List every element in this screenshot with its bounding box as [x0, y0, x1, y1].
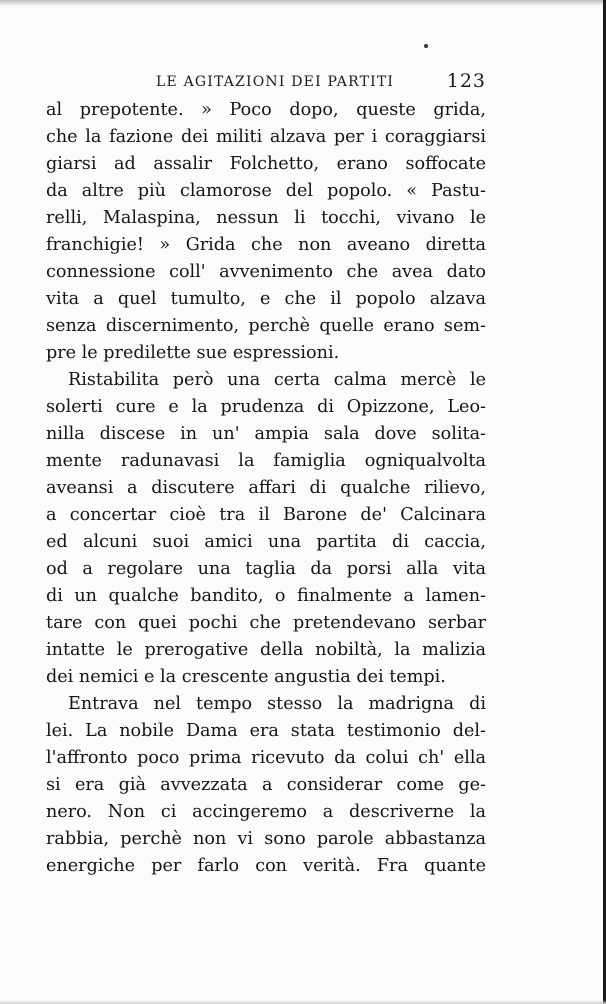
text-line: vita a quel tumulto, e che il popolo alzava [46, 289, 486, 309]
text-line: nero. Non ci accingeremo a descriverne la [46, 802, 486, 822]
text-line: solerti cure e la prudenza di Opizzone, Leo- [46, 397, 486, 417]
body-text [46, 97, 486, 880]
page-header [46, 58, 486, 98]
ink-speck [424, 44, 428, 48]
text-line: pre le predilette sue espressioni. [46, 343, 340, 363]
text-line: relli, Malaspina, nessun li tocchi, vivano le [46, 208, 486, 228]
page-number: 123 [446, 70, 486, 92]
page-bottom-shadow [0, 1000, 606, 1004]
text-line: giarsi ad assalir Folchetto, erano soffocate [46, 154, 486, 174]
text-line: a concertar cioè tra il Barone de' Calcinara [46, 505, 486, 525]
text-line: senza discernimento, perchè quelle erano sem- [46, 316, 486, 336]
text-line: di un qualche bandito, o finalmente a lamen- [46, 586, 486, 606]
running-head: LE AGITAZIONI DEI PARTITI [156, 74, 395, 90]
text-line: che la fazione dei militi alzava per i coraggiarsi [46, 127, 486, 147]
text-line: si era già avvezzata a considerar come ge- [46, 775, 486, 795]
text-line: dei nemici e la crescente angustia dei tempi. [46, 667, 446, 687]
text-line: tare con quei pochi che pretendevano serbar [46, 613, 486, 633]
text-line: da altre più clamorose del popolo. « Pastu- [46, 181, 486, 201]
page-top-shadow [0, 0, 606, 6]
text-line: ed alcuni suoi amici una partita di caccia, [46, 532, 486, 552]
text-line: aveansi a discutere affari di qualche rilievo, [46, 478, 486, 498]
text-line: rabbia, perchè non vi sono parole abbastanza [46, 829, 486, 849]
text-line: mente radunavasi la famiglia ogniqualvolta [46, 451, 486, 471]
text-line: Entrava nel tempo stesso la madrigna di [68, 694, 486, 714]
text-line: nilla discese in un' ampia sala dove solita- [46, 424, 486, 444]
text-line: l'affronto poco prima ricevuto da colui ch' ella [46, 748, 486, 768]
text-line: franchigie! » Grida che non aveano diretta [46, 235, 486, 255]
text-line: Ristabilita però una certa calma mercè le [68, 370, 486, 390]
text-line: al prepotente. » Poco dopo, queste grida, [46, 100, 486, 120]
text-line: energiche per farlo con verità. Fra quante [46, 856, 486, 876]
text-line: lei. La nobile Dama era stata testimonio del- [46, 721, 486, 741]
text-line: intatte le prerogative della nobiltà, la malizia [46, 640, 486, 660]
text-line: od a regolare una taglia da porsi alla vita [46, 559, 486, 579]
text-line: connessione coll' avvenimento che avea dato [46, 262, 486, 282]
